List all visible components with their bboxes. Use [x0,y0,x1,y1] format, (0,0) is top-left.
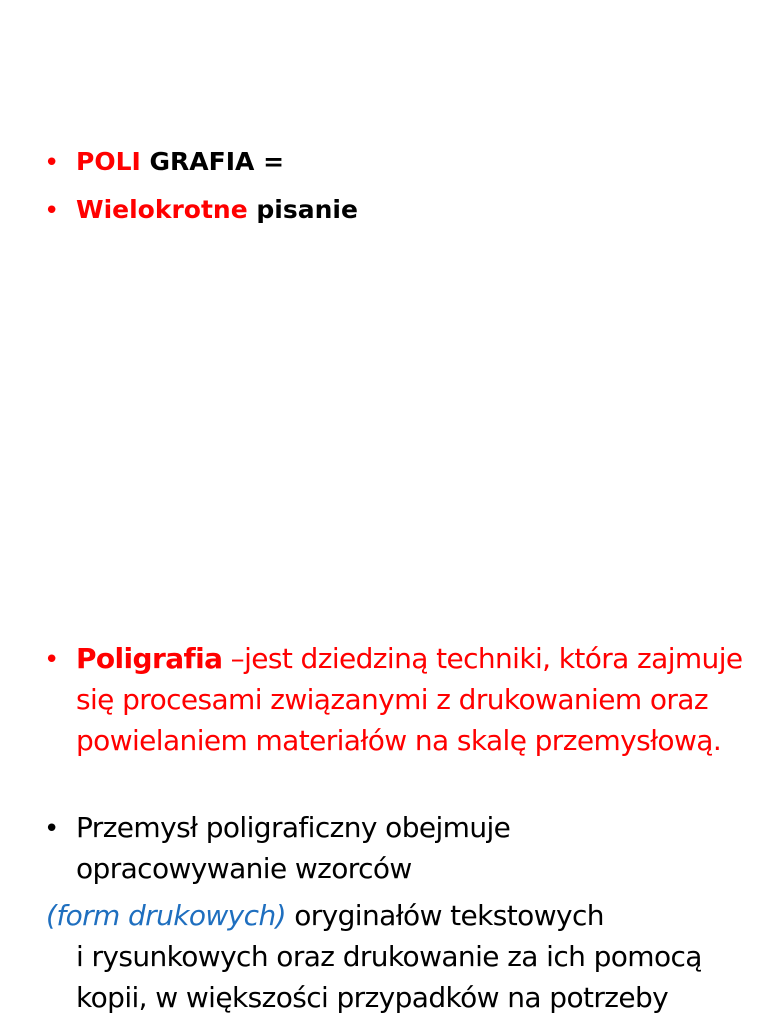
heading-black-part: GRAFIA = [140,147,285,176]
definition-line-1 [76,642,743,675]
definition-line-1-rest: –jest dziedziną techniki, która zajmuje [222,642,743,675]
wielokrotne-red-part: Wielokrotne [76,195,248,224]
definition-line-2: się procesami związanymi z drukowaniem oraz [76,683,708,716]
bullet-poligrafia-heading [76,149,284,174]
bullet-marker: • [44,148,60,178]
bullet-wielokrotne-pisanie [76,197,358,222]
industry-line-3 [46,899,604,932]
industry-line-5: kopii, w większości przypadków na potrzeby [76,981,669,1014]
bullet-marker: • [44,196,60,226]
definition-term: Poligrafia [76,642,223,675]
industry-line-1: Przemysł poligraficzny obejmuje [76,811,511,844]
pisanie-black-part: pisanie [247,195,358,224]
industry-line-4: i rysunkowych oraz drukowanie za ich pomocą [76,940,702,973]
heading-red-part: POLI [76,147,141,176]
form-drukowych-link-text: (form drukowych) [46,899,286,932]
bullet-marker: • [44,814,60,844]
definition-line-3: powielaniem materiałów na skalę przemysłową. [76,724,722,757]
bullet-marker: • [44,645,60,675]
industry-line-2: opracowywanie wzorców [76,852,412,885]
industry-line-3-rest: oryginałów tekstowych [285,899,604,932]
